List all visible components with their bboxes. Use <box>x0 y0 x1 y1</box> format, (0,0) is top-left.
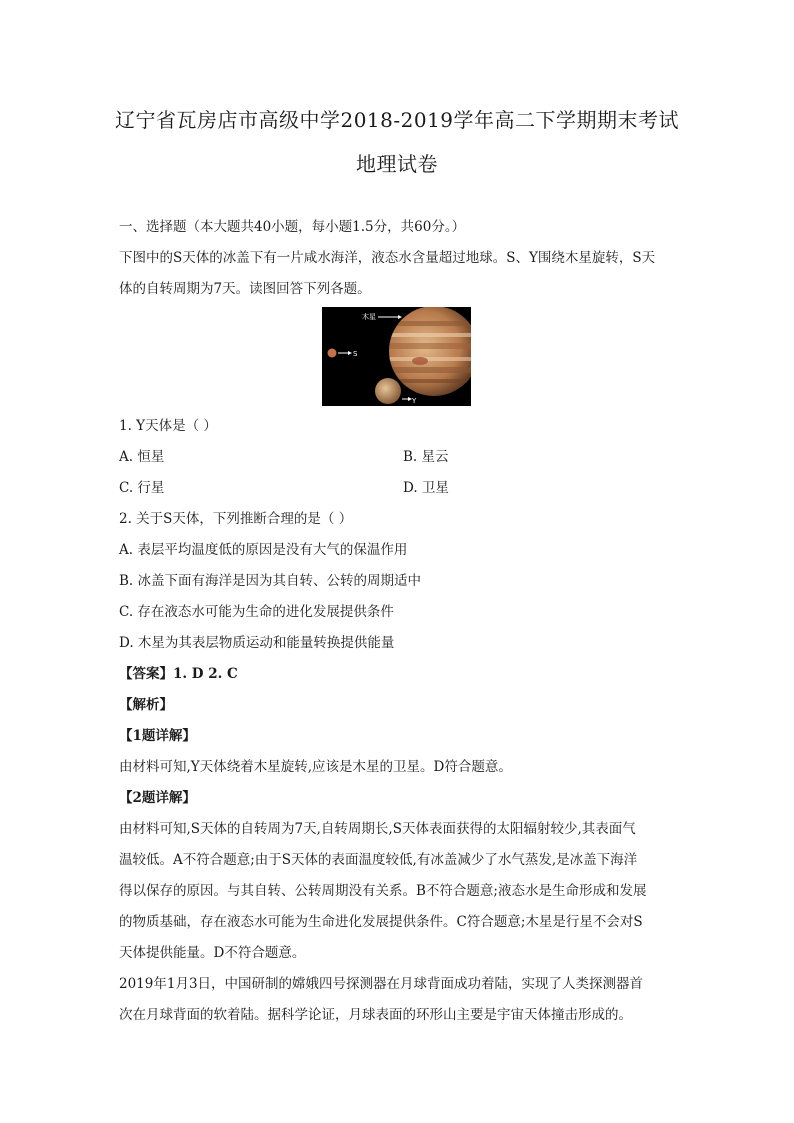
s-moon <box>328 349 337 358</box>
option-a: A. 恒星 <box>119 449 165 465</box>
option-a: A. 表层平均温度低的原因是没有大气的保温作用 <box>119 542 408 558</box>
y-label: Y <box>412 397 417 405</box>
question-stem: 2. 关于S天体，下列推断合理的是（ ） <box>119 511 353 527</box>
answer-line: 【答案】1. D 2. C <box>119 666 238 682</box>
exam-subtitle: 地理试卷 <box>356 152 438 176</box>
q1-detail-label: 【1题详解】 <box>119 728 196 744</box>
material-text-line: 体的自转周期为7天。读图回答下列各题。 <box>119 281 371 297</box>
option-b: B. 星云 <box>403 449 449 465</box>
option-d: D. 木星为其表层物质运动和能量转换提供能量 <box>119 635 395 651</box>
jupiter-label: 木星 <box>362 313 376 321</box>
q2-detail-text: 得以保存的原因。与其自转、公转周期没有关系。B不符合题意;液态水是生命形成和发展 <box>119 883 647 899</box>
material-text-line: 2019年1月3日，中国研制的嫦娥四号探测器在月球背面成功着陆，实现了人类探测器首 <box>119 976 644 992</box>
y-moon <box>375 378 401 404</box>
q2-detail-label: 【2题详解】 <box>119 790 196 806</box>
q1-detail-text: 由材料可知,Y天体绕着木星旋转,应该是木星的卫星。D符合题意。 <box>119 759 512 775</box>
question-stem: 1. Y天体是（ ） <box>119 418 217 434</box>
q2-detail-text: 由材料可知,S天体的自转周为7天,自转周期长,S天体表面获得的太阳辐射较少,其表面气 <box>119 821 636 837</box>
analysis-label: 【解析】 <box>119 697 173 713</box>
material-text-line: 下图中的S天体的冰盖下有一片咸水海洋，液态水含量超过地球。S、Y围绕木星旋转，S天 <box>119 250 656 266</box>
option-b: B. 冰盖下面有海洋是因为其自转、公转的周期适中 <box>119 573 422 589</box>
q2-detail-text: 的物质基础，存在液态水可能为生命进化发展提供条件。C符合题意;木星是行星不会对S <box>119 914 643 930</box>
jupiter-moons-figure <box>322 307 471 406</box>
q2-detail-text: 天体提供能量。D不符合题意。 <box>119 945 306 961</box>
q2-detail-text: 温较低。A不符合题意;由于S天体的表面温度较低,有冰盖减少了水气蒸发,是冰盖下海洋 <box>119 852 638 868</box>
section-heading: 一、选择题（本大题共40小题，每小题1.5分，共60分。） <box>119 219 466 235</box>
option-c: C. 存在液态水可能为生命的进化发展提供条件 <box>119 604 394 620</box>
option-d: D. 卫星 <box>403 480 449 496</box>
material-text-line: 次在月球背面的软着陆。据科学论证，月球表面的环形山主要是宇宙天体撞击形成的。 <box>119 1007 632 1023</box>
exam-title: 辽宁省瓦房店市高级中学2018-2019学年高二下学期期末考试 <box>114 108 680 132</box>
s-label: S <box>353 350 358 358</box>
option-c: C. 行星 <box>119 480 165 496</box>
